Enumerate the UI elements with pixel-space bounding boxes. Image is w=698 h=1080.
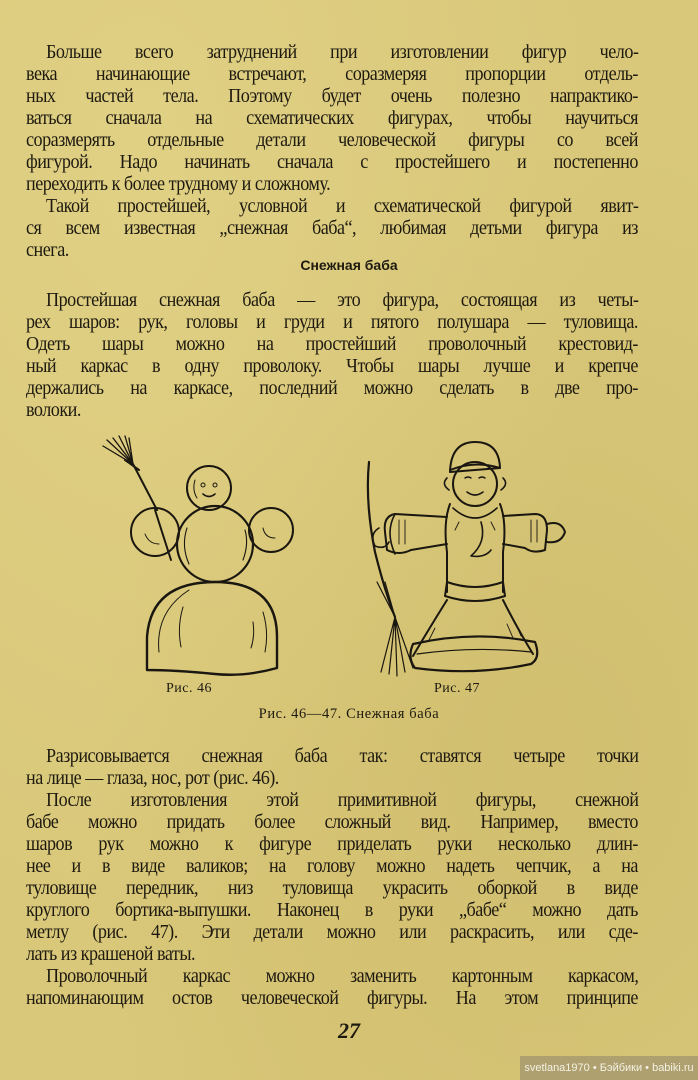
text-line: снега. bbox=[26, 240, 69, 261]
text-line: переходить к более трудному и сложному. bbox=[26, 174, 331, 195]
text-line: на лице — глаза, нос, рот (рис. 46). bbox=[26, 768, 279, 789]
text-line: ный каркас в одну проволоку. Чтобы шары лучше и крепче bbox=[26, 356, 638, 377]
text-line: метлу (рис. 47). Эти детали можно или раскрасить, или сде- bbox=[26, 922, 638, 943]
text-line: рех шаров: рук, головы и груди и пятого полушара — туловища. bbox=[26, 312, 638, 333]
figure-46-snowman-illustration bbox=[95, 432, 310, 682]
figure-46-label: Рис. 46 bbox=[166, 681, 212, 696]
text-line: круглого бортика-выпушки. Наконец в руки „бабе“ можно дать bbox=[26, 900, 638, 921]
figure-47-label: Рис. 47 bbox=[434, 681, 480, 696]
text-line: Больше всего затруднений при изготовлении фигур чело- bbox=[46, 42, 639, 63]
text-line: нее и в виде валиков; на голову можно надеть чепчик, а на bbox=[26, 856, 638, 877]
text-line: лать из крашеной ваты. bbox=[26, 944, 196, 965]
text-line: После изготовления этой примитивной фигуры, снежной bbox=[46, 790, 639, 811]
text-line: Одеть шары можно на простейший проволочный крестовид- bbox=[26, 334, 638, 355]
text-line: фигурой. Надо начинать сначала с простейшего и постепенно bbox=[26, 152, 638, 173]
text-line: ваться сначала на схематических фигурах, чтобы научиться bbox=[26, 108, 638, 129]
page-number: 27 bbox=[338, 1018, 360, 1043]
text-line: туловище передник, низ туловища украсить оборкой в виде bbox=[26, 878, 638, 899]
text-line: ных частей тела. Поэтому будет очень полезно напрактико- bbox=[26, 86, 638, 107]
watermark: svetlana1970 • Бэйбики • babiki.ru bbox=[520, 1056, 698, 1080]
figure-47-snow-woman-illustration bbox=[355, 432, 580, 682]
text-line: Проволочный каркас можно заменить картонным каркасом, bbox=[46, 966, 639, 987]
section-heading: Снежная баба bbox=[300, 257, 398, 273]
text-line: Разрисовывается снежная баба так: ставятся четыре точки bbox=[46, 746, 639, 767]
text-line: напоминающим остов человеческой фигуры. На этом принципе bbox=[26, 988, 638, 1009]
figure-caption: Рис. 46—47. Снежная баба bbox=[258, 706, 440, 722]
text-line: ся всем известная „снежная баба“, любимая детьми фигура из bbox=[26, 218, 638, 239]
text-line: соразмерять отдельные детали человеческой фигуры со всей bbox=[26, 130, 638, 151]
text-line: Такой простейшей, условной и схематической фигурой явит- bbox=[46, 196, 639, 217]
text-line: бабе можно придать более сложный вид. Например, вместо bbox=[26, 812, 638, 833]
text-line: волоки. bbox=[26, 400, 81, 421]
text-line: века начинающие встречают, соразмеряя пропорции отдель- bbox=[26, 64, 638, 85]
text-line: Простейшая снежная баба — это фигура, состоящая из четы- bbox=[46, 290, 639, 311]
text-line: держались на каркасе, последний можно сделать в две про- bbox=[26, 378, 638, 399]
text-line: шаров рук можно к фигуре приделать руки несколько длин- bbox=[26, 834, 638, 855]
